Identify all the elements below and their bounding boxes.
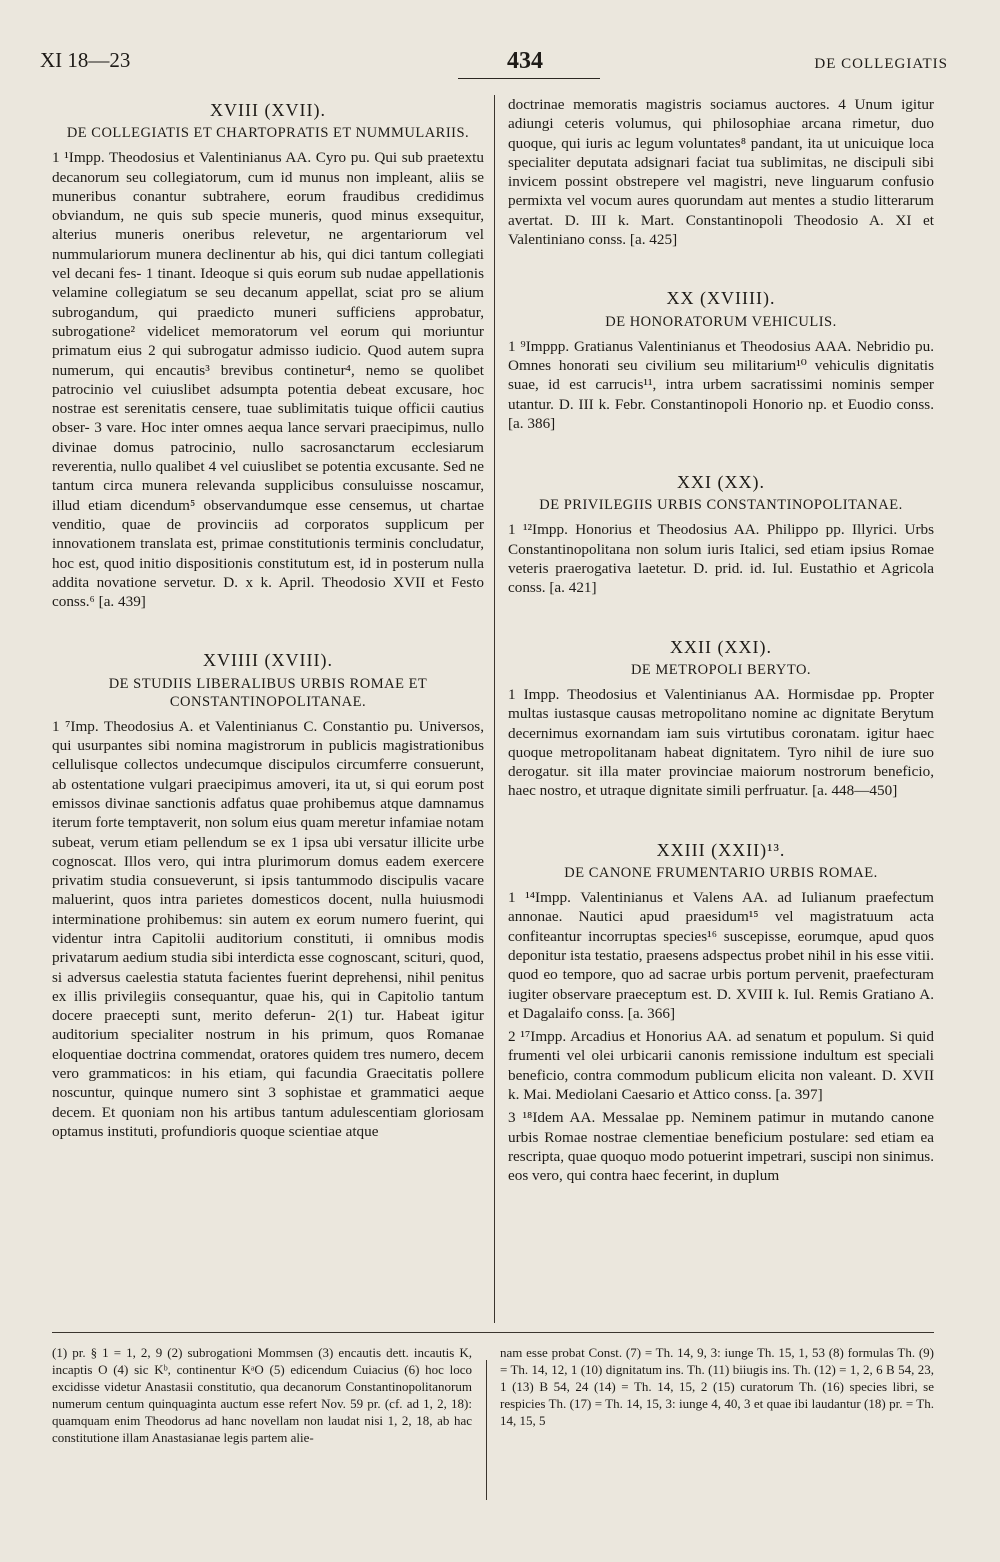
section-number: XX (XVIIII). <box>666 288 776 309</box>
section-number: XXI (XX). <box>677 472 765 493</box>
paragraph: doctrinae memoratis magistris sociamus auctores. 4 Unum igitur adiungi ceteris volumus, qui philosophiae arcana rimetur, duo quoque, qui iuris ac legum voluntates⁸ pandant, ita ut unicuique loca specialiter deputata adsignari faciat tua sublimitas, ne discipuli sibi invicem possint obstrepere vel magistri, neve linguarum confusio permixta vel vocum aures quorundam aut mentes a studio litterarum avertat. D. III k. Mart. Constantinopoli Theodosio A. XI et Valentiniano conss. [a. 425] <box>508 96 934 249</box>
paragraph: 1 ¹⁴Impp. Valentinianus et Valens AA. ad Iulianum praefectum annonae. Nautici apud praesidum¹⁵ vel magistratuum acta confiteantur incorruptas species¹⁶ suscepisse, eorumque, apud quos deponitur ista testatio, praesens adspectus probet nihil in his esse vitii. quod eo tempore, quo ad sacrae urbis portum pervenit, praefecturam iugiter observare praeceptum est. D. XVIII k. Iul. Remis Gratiano A. et Dagalaifo conss. [a. 366] <box>508 889 935 1022</box>
footnote-rule <box>52 1332 934 1333</box>
paragraph: 1 Impp. Theodosius et Valentinianus AA. Hormisdae pp. Propter multas iustasque causas metropolitano nomine ac dignitate Berytum decernimus exornandam iam suis virtutibus coronatam. igitur haec quoque metropolitanam habeat dignitatem. Tyro nihil de iure suo derogatur. sit illa mater provinciae maiorum nostrorum beneficio, haec nostro, et utraque dignitate simili perfruatur. [a. 448—450] <box>508 685 934 800</box>
section-title: DE CANONE FRUMENTARIO URBIS ROMAE. <box>564 865 878 882</box>
paragraph: 1 ⁷Imp. Theodosius A. et Valentinianus C. Constantio pu. Universos, qui usurpantes sibi nomina magistrorum in publicis magistrationibus cellulisque collectos undecumque discipulos circumferre consuerunt, ab ostentatione vulgari praecipimus amoveri, ita ut, si qui eorum post emissos divinae sanctionis adfatus quae prohibemus atque damnamus iterum forte temptaverit, non solum eius quam meretur infamiae notam subeat, verum etiam pellendum se ex 1 ipsa ubi versatur illicite urbe cognoscat. Illos vero, qui intra plurimorum domus eadem exercere privatim studia consueverunt, si ipsis tantummodo discipulis vacare maluerint, quos intra parietes domesticos docent, nulla huiusmodi interminatione prohibemus: sin autem ex eorum numero fuerint, qui videntur intra Capitolii auditorium constituti, ii omnibus modis privatarum aedium studia sibi interdicta esse cognoscant, scituri, quod, si adversus caelestia statuta facientes fuerint deprehensi, nihil penitus ex illis privilegiis consequantur, quae his, qui in Capitolio tantum docere praecepti sunt, merito deferun- 2(1) tur. Habeat igitur auditorium specialiter nostrum in his primum, quos Romanae eloquentiae doctrina commendat, oratores quidem tres numero, decem vero grammaticos: in his etiam, qui facundia Graecitatis pollere noscuntur, quinque numero sint 3 sophistae et grammatici aeque decem. Et quoniam non his artibus tantum adulescentiam gloriosam optamus instituti, profundioris quoque scientiae atque <box>52 717 484 1140</box>
column-divider <box>494 95 495 1323</box>
section-gap <box>508 805 934 835</box>
section-gap <box>508 437 934 467</box>
section-number: XVIIII (XVIII). <box>203 650 333 671</box>
section-title: DE HONORATORUM VEHICULIS. <box>605 313 837 330</box>
section-gap <box>508 602 934 632</box>
paragraph: 1 ¹Impp. Theodosius et Valentinianus AA. Cyro pu. Qui sub praetextu decanorum seu collegiatorum, cum id munus non impleant, aliis se muneribus conantur subtrahere, eorum fraudibus credidimus obviandum, ne quis sub specie muneris, quod minus exsequitur, alterius muneris oneribus relevetur, ne argentariorum vel nummulariorum munera declinentur ab his, qui dici tantum collegiati vel decani fes- 1 tinant. Ideoque si quis eorum sub nudae appellationis velamine collegiatum se seu decanum appellat, sciat pro se alium subrogandum, qui praedicto muneri sufficiens approbatur, subrogatione² videlicet memoratorum vel eorum qui moriuntur primatum eius 2 qui subrogatur admisso iudicio. Quod autem supra numerum, qui encautis³ brevibus continetur⁴, nemo se quolibet patrocinio vel cuiuslibet adsumpta potentia debeat excusare, hoc nostrae est serenitatis censere, tuae sublimitatis tuique officii cautius obser- 3 vare. Hoc inter omnes aequa lance servari praecipimus, nullo divinae domus patrocinio, nullo sacrosanctarum ecclesiarum reverentia, nullo qualibet 4 vel cuiuslibet se potentia excusante. Sed ne tantum circa munera relevanda supplicibus consuluisse noscamur, illud etiam dicendum⁵ observandumque esse censemus, ut chartae venditio, quae de provinciis ad corporatos supplicum per innovationem translata est, primae constitutionis terminis concludatur, hoc est, quod initio dispositionis constitutum est, id in posterum nulla addita novatione servetur. D. x k. April. Theodosio XVII et Festo conss.⁶ [a. 439] <box>52 149 484 611</box>
left-column <box>52 95 484 1145</box>
paragraph: 1 ⁹Imppp. Gratianus Valentinianus et Theodosius AAA. Nebridio pu. Omnes honorati seu civilium seu militarium¹⁰ vehiculis dignitatis suae, id est carrucis¹¹, intra urbem sacratissimi nominis semper utantur. D. III k. Febr. Constantinopoli Honorio np. et Euodio conss. [a. 386] <box>508 337 934 432</box>
page-number: 434 <box>507 48 543 74</box>
footnote-divider <box>486 1360 487 1500</box>
footnotes-left: (1) pr. § 1 = 1, 2, 9 (2) subrogationi Mommsen (3) encautis dett. incautis K, incaptis O (4) sic Kᵇ, continentur KᵃO (5) edicendum Cuiacius (6) hoc loco excidisse videtur Anastasii constitutio, qua decanorum Constantinopolitanorum numerum centum quinquaginta auctum esse refert Nov. 59 pr. (cf. ad 1, 2, 18): quamquam enim Theodorus ad hanc novellam non laudat nisi 1, 2, 18, ab hac constitutione illam Anastasianae legis partem alie- <box>52 1345 472 1445</box>
paragraph: 1 ¹²Impp. Honorius et Theodosius AA. Philippo pp. Illyrici. Urbs Constantinopolitana non solum iuris Italici, sed etiam ipsius Romae veteris praerogativa laetetur. D. prid. id. Iul. Eustathio et Agricola conss. [a. 421] <box>508 521 934 597</box>
section-title: DE METROPOLI BERYTO. <box>630 661 812 678</box>
section-number: XVIII (XVII). <box>210 100 326 120</box>
running-head-right: DE COLLEGIATIS <box>814 56 948 72</box>
page-number-rule <box>458 78 600 79</box>
section-gap <box>52 615 484 645</box>
section-title: DE COLLEGIATIS ET CHARTOPRATIS ET NUMMULARIIS. <box>66 125 470 142</box>
paragraph: 2 ¹⁷Impp. Arcadius et Honorius AA. ad senatum et populum. Si quid frumenti vel olei urbicarii canonis remissione indultum est speciali beneficio, contra commodum publicum elicita non valeant. D. XVII k. Mai. Mediolani Caesario et Attico conss. [a. 397] <box>508 1028 934 1103</box>
section-number: XXII (XXI). <box>670 636 772 657</box>
section-title: DE STUDIIS LIBERALIBUS URBIS ROMAE ET CONSTANTINOPOLITANAE. <box>108 675 428 710</box>
section-title: DE PRIVILEGIIS URBIS CONSTANTINOPOLITANAE. <box>539 497 903 514</box>
section-gap <box>508 253 934 283</box>
running-head-left: XI 18—23 <box>40 48 131 72</box>
footnotes-right: nam esse probat Const. (7) = Th. 14, 9, 3: iunge Th. 15, 1, 53 (8) formulas Th. (9) = Th. 14, 12, 1 (10) dignitatum ins. Th. (11) biiugis ins. Th. (12) = 1, 2, 6 B 54, 23, 1 (13) B 54, 24 (14) = Th. 14, 15, 2 (15) curatorum Th. (16) species libri, se respicies Th. (17) = Th. 14, 15, 3: iunge 4, 40, 3 et quae ibi laudantur (18) pr. = Th. 14, 15, 5 <box>500 1345 934 1428</box>
section-number: XXIII (XXII)¹³. <box>656 839 786 860</box>
right-column <box>508 95 934 1189</box>
paragraph: 3 ¹⁸Idem AA. Messalae pp. Neminem patimur in mutando canone urbis Romae nostrae clementiae beneficium postulare: sed etiam ea rescripta, quae quoquo modo potuerint impetrari, suscipi non sinimus. eos vero, qui contra haec fecerint, in duplum <box>508 1109 934 1185</box>
running-head <box>40 48 948 84</box>
